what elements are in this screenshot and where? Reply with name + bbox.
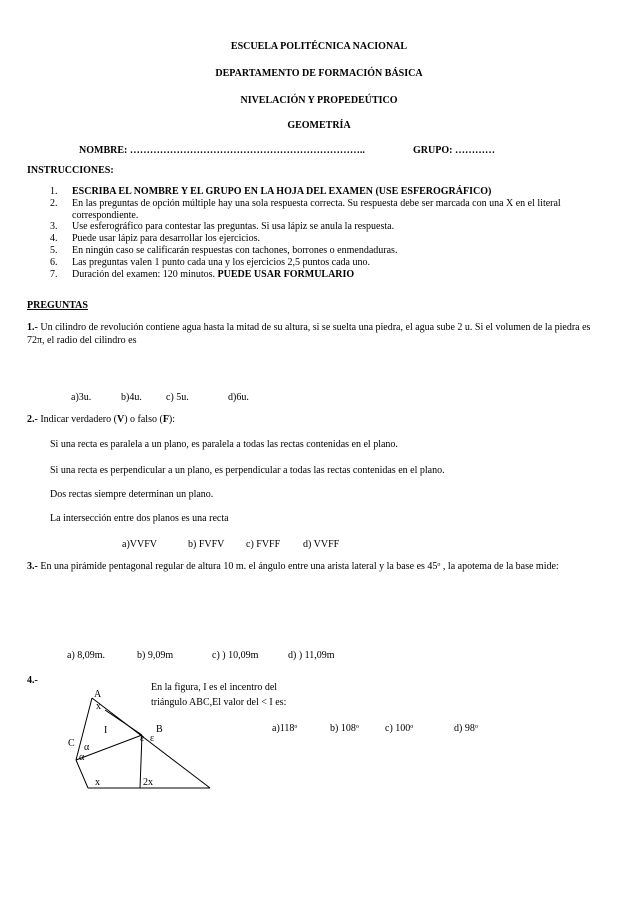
q2-option-c[interactable]: c) FVFF bbox=[246, 539, 281, 550]
q1-option-c[interactable]: c) 5u. bbox=[166, 392, 189, 403]
q3-option-c[interactable]: c) ) 10,09m bbox=[212, 650, 259, 661]
q1-option-d[interactable]: d)6u. bbox=[228, 392, 249, 403]
question-text: , la apotema de la base mide: bbox=[440, 561, 559, 572]
instruction-text: ESCRIBA EL NOMBRE Y EL GRUPO EN LA HOJA DEL EXAMEN (USE ESFEROGRÁFICO) bbox=[72, 186, 492, 197]
question-text: Un cilindro de revolución contiene agua hasta la mitad de su altura, si se suelta una piedra, el agua sube 2 u. Si el volumen de la piedra es 72π, el radio del cilindro es bbox=[27, 322, 591, 346]
name-field-label: NOMBRE: …………………………………………………………….. bbox=[79, 145, 365, 156]
question-number: 3.- bbox=[27, 561, 38, 572]
q4-text-line2: triángulo ABC,El valor del < I es: bbox=[151, 697, 287, 708]
figure-label-b: B bbox=[156, 724, 163, 735]
instruction-number: 1. bbox=[50, 186, 58, 197]
instruction-emphasis: PUEDE USAR FORMULARIO bbox=[217, 268, 355, 280]
q2-option-a[interactable]: a)VVFV bbox=[122, 539, 157, 550]
figure-label-a: A bbox=[94, 689, 102, 700]
degree-symbol: o bbox=[437, 562, 441, 568]
side-c-lower bbox=[76, 760, 88, 788]
instruction-text: En ningún caso se calificarán respuestas con tachones, borrones o enmendaduras. bbox=[72, 244, 398, 256]
q3-option-a[interactable]: a) 8,09m. bbox=[67, 650, 106, 661]
option-value: c) 100 bbox=[385, 723, 411, 734]
q4-text-line1: En la figura, I es el incentro del bbox=[151, 682, 278, 693]
degree-symbol: o bbox=[474, 724, 478, 730]
q2-option-d[interactable]: d) VVFF bbox=[303, 539, 340, 550]
figure-label-alpha-1: α bbox=[84, 742, 90, 753]
degree-symbol: o bbox=[294, 724, 298, 730]
figure-label-c: C bbox=[68, 738, 75, 749]
instruction-text: Puede usar lápiz para desarrollar los ejercicios. bbox=[72, 233, 260, 245]
figure-label-epsilon-1: ε bbox=[140, 733, 145, 744]
figure-label-x-bottom: x bbox=[95, 777, 100, 788]
option-value: b) 108 bbox=[330, 723, 356, 734]
question-number: 1.- bbox=[27, 322, 38, 333]
degree-symbol: o bbox=[410, 724, 414, 730]
figure-label-epsilon-2: ε bbox=[150, 733, 155, 744]
header-school: ESCUELA POLITÉCNICA NACIONAL bbox=[230, 41, 408, 52]
true-letter: V bbox=[116, 414, 125, 425]
question-text: Indicar verdadero ( bbox=[40, 414, 117, 425]
header-subject: GEOMETRÍA bbox=[287, 120, 351, 131]
figure-label-2x: 2x bbox=[143, 777, 153, 788]
false-letter: F bbox=[162, 414, 169, 425]
instruction-number: 7. bbox=[50, 268, 58, 280]
instruction-number: 2. bbox=[50, 197, 58, 209]
group-field-label: GRUPO: ………… bbox=[413, 145, 495, 156]
figure-label-alpha-2: α bbox=[79, 752, 85, 763]
q2-statement-3: Dos rectas siempre determinan un plano. bbox=[50, 489, 214, 500]
option-value: a)118 bbox=[272, 723, 295, 734]
question-4-number: 4.- bbox=[27, 675, 38, 686]
q1-option-a[interactable]: a)3u. bbox=[71, 392, 92, 403]
instruction-number: 3. bbox=[50, 221, 58, 233]
instruction-number: 5. bbox=[50, 244, 58, 256]
q2-statement-4: La intersección entre dos planos es una recta bbox=[50, 513, 229, 524]
degree-symbol: o bbox=[355, 724, 359, 730]
instructions-title: INSTRUCCIONES: bbox=[27, 165, 114, 176]
header-program: NIVELACIÓN Y PROPEDEÚTICO bbox=[240, 95, 398, 106]
instruction-text: Duración del examen: 120 minutos. bbox=[72, 268, 216, 280]
q2-option-b[interactable]: b) FVFV bbox=[188, 539, 225, 550]
q3-option-d[interactable]: d) ) 11,09m bbox=[288, 650, 335, 661]
question-number: 2.- bbox=[27, 414, 38, 425]
instruction-text: Las preguntas valen 1 punto cada una y los ejercicios 2,5 puntos cada uno. bbox=[72, 256, 370, 268]
header-department: DEPARTAMENTO DE FORMACIÓN BÁSICA bbox=[215, 68, 423, 79]
option-value: d) 98 bbox=[454, 723, 475, 734]
questions-title: PREGUNTAS bbox=[27, 300, 88, 311]
question-text: ) o falso ( bbox=[124, 414, 163, 425]
instruction-text: Use esferográfico para contestar las preguntas. Si usa lápiz se anula la respuesta. bbox=[72, 221, 395, 233]
segment-ai bbox=[105, 710, 142, 735]
question-text: En una pirámide pentagonal regular de altura 10 m. el ángulo entre una arista lateral y la base es 45 bbox=[40, 561, 438, 572]
instruction-text: En las preguntas de opción múltiple hay una sola respuesta correcta. Su respuesta debe ser marcada con una X en el literal correspondiente. bbox=[72, 197, 561, 221]
q2-statement-1: Si una recta es paralela a un plano, es paralela a todas las rectas contenidas en el plano. bbox=[50, 439, 398, 450]
question-text: ): bbox=[168, 414, 176, 425]
q1-option-b[interactable]: b)4u. bbox=[121, 392, 142, 403]
figure-label-i: I bbox=[104, 725, 108, 736]
figure-label-x-top: x bbox=[96, 701, 101, 712]
q3-option-b[interactable]: b) 9,09m bbox=[137, 650, 174, 661]
instruction-number: 6. bbox=[50, 256, 58, 268]
instruction-number: 4. bbox=[50, 233, 58, 245]
q2-statement-2: Si una recta es perpendicular a un plano, es perpendicular a todas las rectas contenidas en el plano. bbox=[50, 465, 445, 476]
